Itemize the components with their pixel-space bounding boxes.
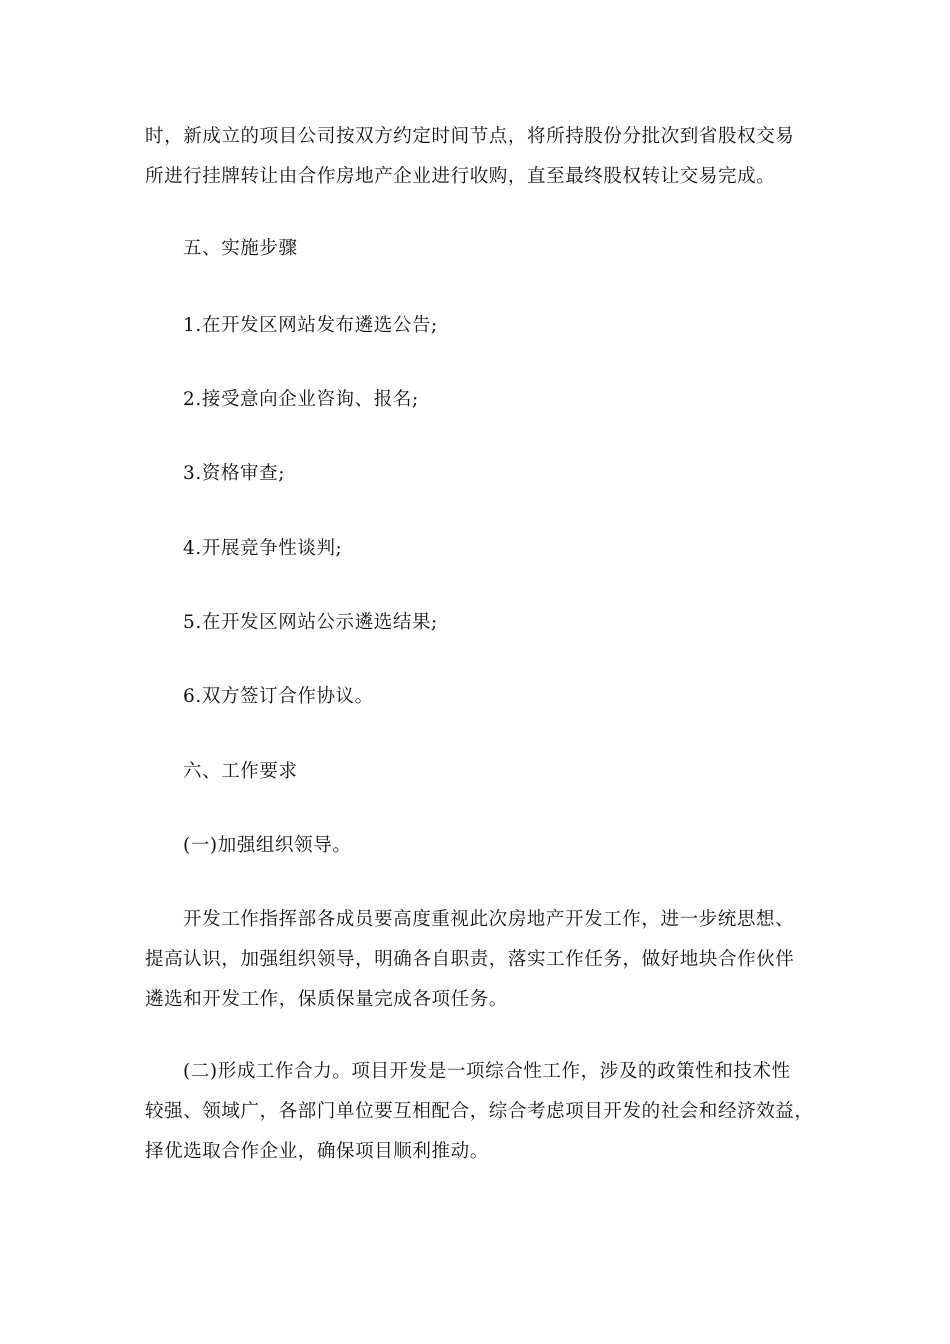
- requirement-1-body: [145, 900, 810, 1020]
- text-line: 遴选和开发工作，保质保量完成各项任务。: [145, 989, 508, 1010]
- step-text: 4.开展竞争性谈判;: [183, 538, 343, 559]
- text-line: (二)形成工作合力。项目开发是一项综合性工作，涉及的政策性和技术性: [183, 1061, 791, 1082]
- section-heading-work-requirements: [145, 752, 810, 792]
- step-item-3: [145, 454, 810, 494]
- step-item-6: [145, 677, 810, 717]
- step-item-5: [145, 603, 810, 643]
- step-text: 6.双方签订合作协议。: [183, 686, 374, 707]
- section-heading-implementation-steps: [145, 229, 810, 269]
- heading-text: 五、实施步骤: [183, 238, 298, 259]
- step-text: 3.资格审查;: [183, 463, 286, 484]
- requirement-2: [145, 1052, 814, 1172]
- step-item-2: [145, 380, 810, 420]
- text-line: 择优选取合作企业，确保项目顺利推动。: [145, 1141, 489, 1162]
- step-text: 2.接受意向企业咨询、报名;: [183, 389, 419, 410]
- step-item-1: [145, 306, 810, 346]
- text-line: 所进行挂牌转让由合作房地产企业进行收购，直至最终股权转让交易完成。: [145, 166, 776, 187]
- text-line: 开发工作指挥部各成员要高度重视此次房地产开发工作，进一步统思想、: [183, 909, 795, 930]
- heading-text: 六、工作要求: [183, 761, 298, 782]
- paragraph-intro-continuation: [145, 117, 810, 197]
- text-line: 较强、领域广，各部门单位要互相配合，综合考虑项目开发的社会和经济效益，: [145, 1101, 814, 1122]
- text-line: 提高认识，加强组织领导，明确各自职责，落实工作任务，做好地块合作伙伴: [145, 949, 795, 970]
- step-item-4: [145, 529, 810, 569]
- step-text: 1.在开发区网站发布遴选公告;: [183, 315, 438, 336]
- subheading-text: (一)加强组织领导。: [183, 835, 352, 856]
- requirement-1-title: [145, 826, 810, 866]
- text-line: 时，新成立的项目公司按双方约定时间节点，将所持股份分批次到省股权交易: [145, 126, 795, 147]
- step-text: 5.在开发区网站公示遴选结果;: [183, 612, 438, 633]
